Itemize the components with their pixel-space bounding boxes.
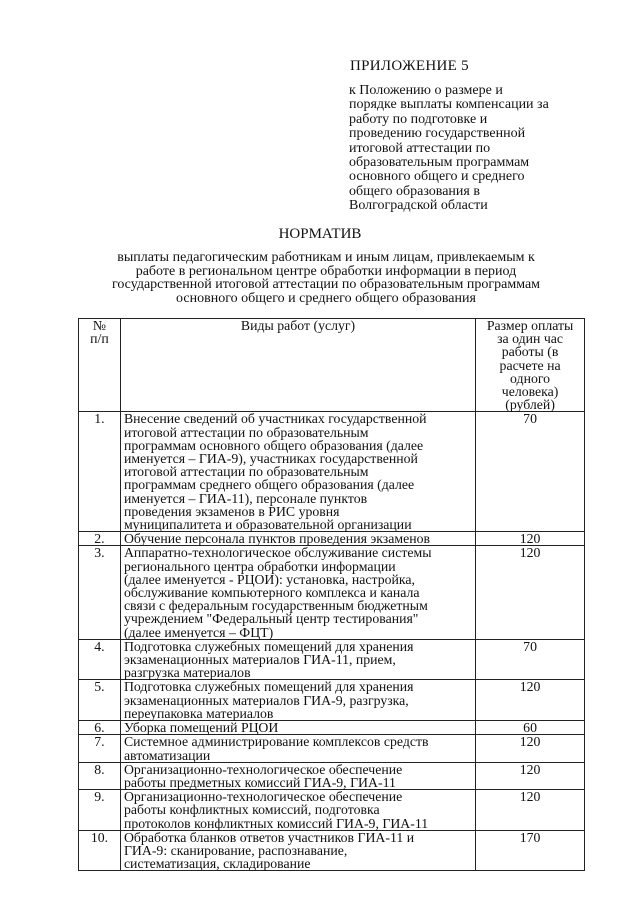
work-description-line: ГИА-9: сканирование, распознавание, [123,842,348,858]
table-row [79,532,585,546]
row-payment-rate: 170 [476,830,585,871]
row-number: 1. [79,412,121,532]
header-payment-line: Размер оплаты [486,318,574,333]
row-payment-rate: 120 [476,762,585,789]
row-payment-rate: 120 [476,680,585,721]
row-number: 7. [79,735,121,762]
work-description-line: обслуживание компьютерного комплекса и канала [123,585,420,601]
appendix-subtitle-line: порядке выплаты компенсации за [349,97,549,113]
work-description-line: Аппаратно-технологическое обслуживание системы [123,545,432,561]
appendix-title: ПРИЛОЖЕНИЕ 5 [350,58,469,74]
row-number: 6. [79,721,121,735]
header-payment-line: человека) [501,384,559,400]
header-payment-rate [476,319,585,412]
table-header-row [79,319,585,412]
row-number: 2. [79,532,121,546]
appendix-subtitle-line: общего образования в [349,183,480,199]
work-description-line: именуется – ГИА-9), участниках государственной [123,451,418,467]
work-description-line: программам основного общего образования (далее [123,437,424,453]
work-description-line: Уборка помещений РЦОИ [123,720,279,736]
appendix-subtitle-line: Волгоградской области [349,198,488,214]
work-description-line: Обработка бланков ответов участников ГИА-11 и [123,829,415,845]
work-description-line: регионального центра обработки информации [123,558,396,574]
table-row [79,680,585,721]
document-subtitle-line: государственной итоговой аттестации по образовательным программам [111,277,541,292]
work-description-line: работы конфликтных комиссий, подготовка [123,802,380,818]
row-work-description [120,721,475,735]
work-description-line: Системное администрирование комплексов средств [123,734,429,750]
work-description-line: автоматизации [123,747,211,763]
document-subtitle-line: основного общего и среднего общего образования [176,290,476,306]
row-number: 10. [79,830,121,871]
header-number [79,319,121,412]
header-payment-line: за один час [497,331,564,347]
header-payment-line: расчете на [499,357,561,373]
work-description-line: Обучение персонала пунктов проведения экзаменов [123,531,431,547]
row-number: 5. [79,680,121,721]
header-payment-line: одного [510,370,551,386]
row-payment-rate: 70 [476,412,585,532]
appendix-subtitle-line: проведению государственной [349,126,526,142]
appendix-subtitle-line: работу по подготовке и [349,111,488,127]
document-title: НОРМАТИВ [278,226,362,242]
table-row [79,546,585,639]
appendix-subtitle [349,84,589,214]
row-payment-rate: 70 [476,639,585,680]
row-number: 4. [79,639,121,680]
work-description-line: программам среднего общего образования (далее [123,477,415,493]
row-work-description [120,680,475,721]
row-work-description [120,735,475,762]
table-row [79,412,585,532]
row-work-description [120,532,475,546]
row-number: 9. [79,790,121,831]
header-number-line: № [92,318,107,333]
row-work-description [120,546,475,639]
work-description-line: связи с федеральным государственным бюджетным [123,598,428,614]
work-description-line: систематизация, складирование [123,856,311,872]
row-work-description [120,639,475,680]
row-payment-rate: 120 [476,790,585,831]
document-subtitle-line: работе в региональном центре обработки информации в период [135,263,517,279]
table-row [79,762,585,789]
work-description-line: экзаменационных материалов ГИА-11, прием, [123,652,396,668]
row-work-description [120,762,475,789]
table-row [79,735,585,762]
header-payment-line: (рублей) [505,397,555,413]
row-number: 3. [79,546,121,639]
work-description-line: переупаковка материалов [123,705,274,721]
work-description-line: работы предметных комиссий ГИА-9, ГИА-11 [123,774,396,790]
rates-table [78,318,585,871]
work-description-line: итоговой аттестации по образовательным [123,464,369,480]
header-work-types: Виды работ (услуг) [120,319,475,412]
work-description-line: (далее именуется - РЦОИ): установка, настройка, [123,571,415,587]
work-description-line: Организационно-технологическое обеспечение [123,789,403,805]
table-row [79,830,585,871]
appendix-subtitle-line: к Положению о размере и [349,83,503,98]
document-subtitle [92,251,560,305]
work-description-line: Подготовка служебных помещений для хранения [123,638,414,654]
row-work-description [120,412,475,532]
work-description-line: именуется – ГИА-11), персонале пунктов [123,490,368,506]
work-description-line: муниципалитета и образовательной организации [123,517,412,533]
row-payment-rate: 120 [476,735,585,762]
appendix-subtitle-line: основного общего и среднего [349,169,525,185]
work-description-line: разгрузка материалов [123,665,251,681]
work-description-line: Подготовка служебных помещений для хранения [123,679,414,695]
work-description-line: Внесение сведений об участниках государственной [123,411,427,427]
appendix-subtitle-line: образовательным программам [349,155,530,171]
work-description-line: итоговой аттестации по образовательным [123,424,369,440]
work-description-line: проведения экзаменов в РИС уровня [123,503,340,519]
work-description-line: экзаменационных материалов ГИА-9, разгрузка, [123,692,409,708]
work-description-line: учреждением "Федеральный центр тестирования" [123,611,419,627]
row-work-description [120,790,475,831]
work-description-line: протоколов конфликтных комиссий ГИА-9, ГИА-11 [123,815,429,831]
table-row [79,639,585,680]
table-row [79,790,585,831]
row-work-description [120,830,475,871]
row-payment-rate: 120 [476,546,585,639]
row-number: 8. [79,762,121,789]
table-row [79,721,585,735]
header-number-line: п/п [90,331,109,347]
work-description-line: (далее именуется – ФЦТ) [123,624,274,640]
row-payment-rate: 120 [476,532,585,546]
work-description-line: Организационно-технологическое обеспечение [123,761,403,777]
row-payment-rate: 60 [476,721,585,735]
document-subtitle-line: выплаты педагогическим работникам и иным лицам, привлекаемым к [117,250,535,265]
appendix-subtitle-line: итоговой аттестации по [349,140,491,156]
table-body [79,412,585,871]
header-payment-line: работы (в [501,344,559,360]
